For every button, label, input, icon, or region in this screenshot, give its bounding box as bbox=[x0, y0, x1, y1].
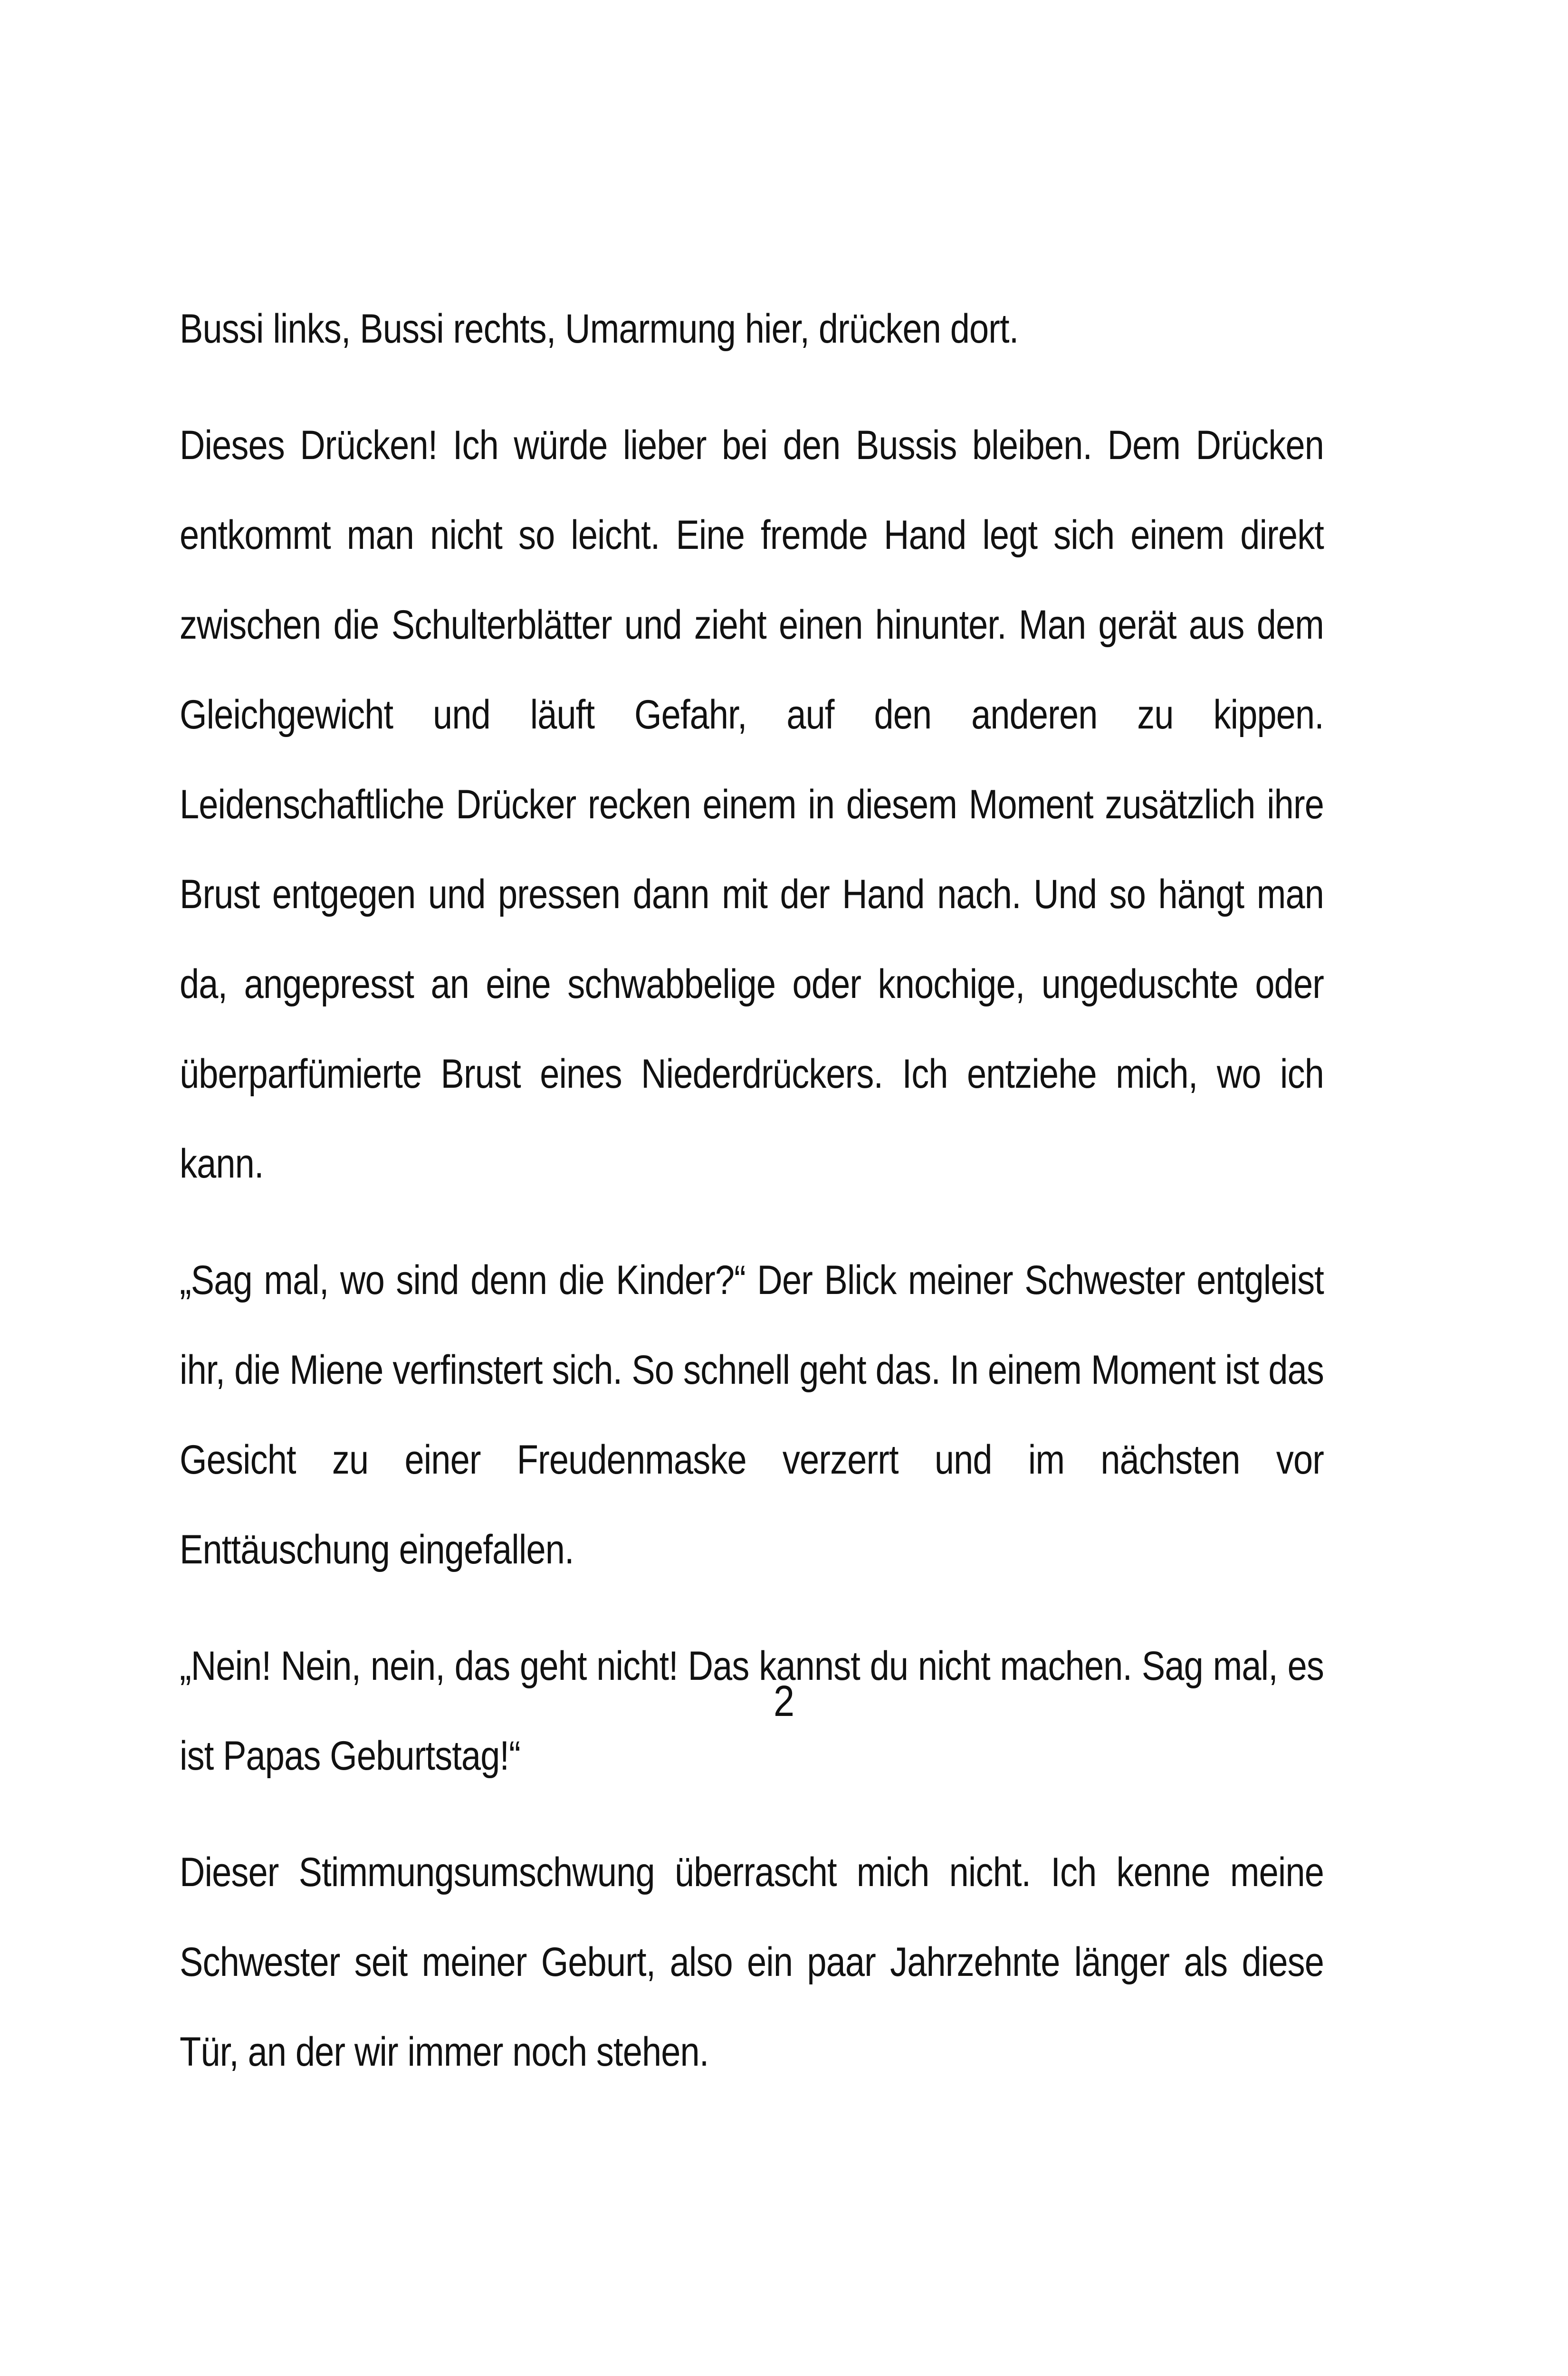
paragraph-2: Dieses Drücken! Ich würde lieber bei den Bussis bleiben. Dem Drücken entkommt man nicht so leicht. Eine fremde Hand legt sich einem direkt zwischen die Schulterblätter und zieht einen hinunter. Man gerät aus dem Gleichgewicht und läuft Gefahr, auf den anderen zu kippen. Leidenschaftliche Drücker recken einem in diesem Moment zusätzlich ihre Brust entgegen und pressen dann mit der Hand nach. Und so hängt man da, angepresst an eine schwabbelige oder knochige, ungeduschte oder überparfümierte Brust eines Niederdrückers. Ich entziehe mich, wo ich kann. bbox=[180, 422, 1324, 1187]
paragraph-5: Dieser Stimmungsumschwung überrascht mich nicht. Ich kenne meine Schwester seit meiner Geburt, also ein paar Jahrzehnte länger als diese Tür, an der wir immer noch stehen. bbox=[180, 1849, 1324, 2075]
paragraph-1: Bussi links, Bussi rechts, Umarmung hier, drücken dort. bbox=[180, 306, 1019, 352]
paragraph-3: „Sag mal, wo sind denn die Kinder?“ Der Blick meiner Schwester entgleist ihr, die Miene verfinstert sich. So schnell geht das. In einem Moment ist das Gesicht zu einer Freudenmaske verzerrt und im nächsten vor Enttäuschung eingefallen. bbox=[180, 1257, 1324, 1572]
page-number: 2 bbox=[773, 1677, 794, 1725]
paragraph-4: „Nein! Nein, nein, das geht nicht! Das kannst du nicht machen. Sag mal, es ist Papas Geburtstag!“ bbox=[180, 1643, 1324, 1779]
body-text bbox=[180, 284, 1324, 2124]
